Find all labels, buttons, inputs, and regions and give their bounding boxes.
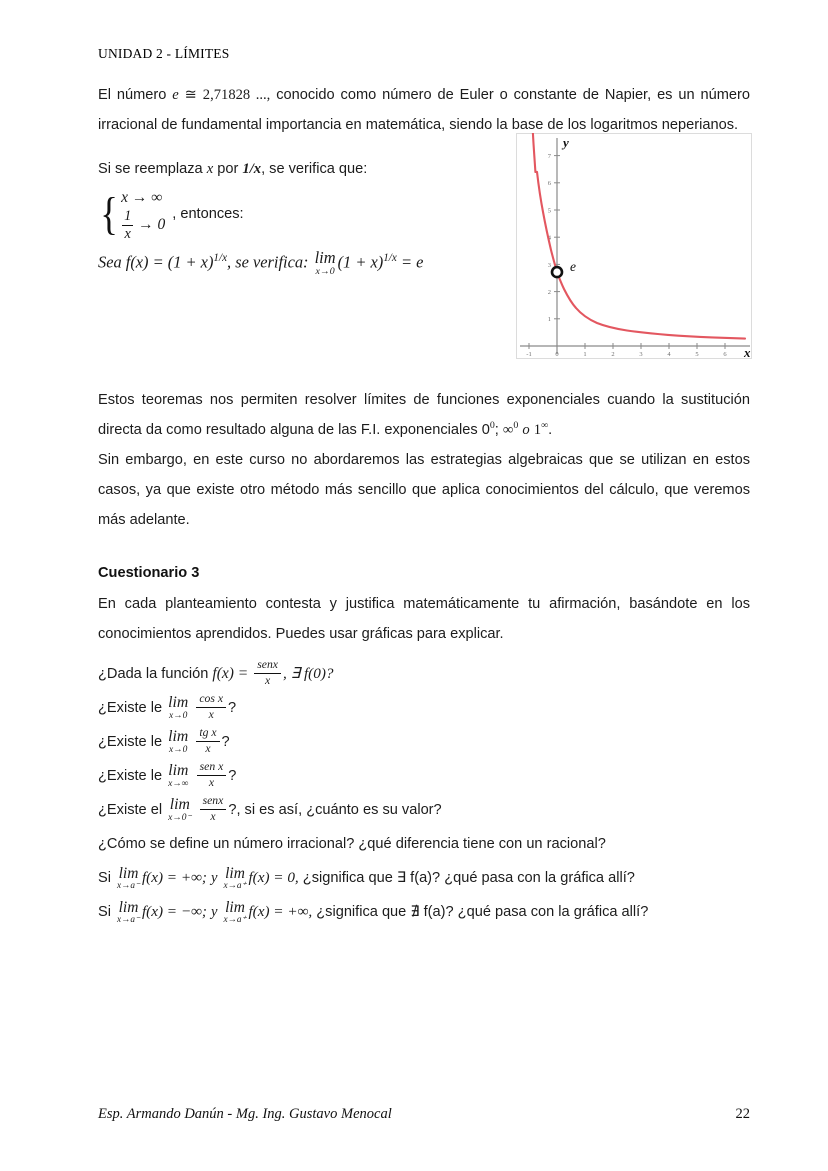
indeterminate-0-exp: 0 — [489, 420, 495, 432]
limit-operator-1 — [315, 250, 336, 277]
replace-var-x: x — [206, 161, 214, 177]
q7-fx-2: f(x) = 0, — [248, 869, 299, 887]
q7-limit-operator-1 — [117, 866, 140, 892]
replace-text-b: por — [217, 161, 239, 177]
svg-text:0: 0 — [555, 351, 559, 358]
limit-word: lim — [314, 248, 336, 267]
indeterminate-infinity-exp: 0 — [513, 420, 519, 432]
svg-text:2: 2 — [547, 289, 551, 296]
q7-limit-subscript-2: x→a⁺ — [223, 880, 247, 891]
question-4 — [98, 759, 750, 793]
svg-text:3: 3 — [639, 351, 643, 358]
svg-text:6: 6 — [547, 180, 551, 188]
q4-numerator: sen x — [197, 761, 227, 776]
svg-text:1: 1 — [547, 316, 551, 324]
intro-text-b: conocido como número de Euler o constante de Napier, es un número irracional de fundamental importancia en matemática, siendo la base de los logaritmos neperianos. — [98, 87, 750, 133]
x-axis-label: x — [744, 345, 751, 359]
limit-subscript: x→0 — [315, 266, 335, 278]
q1-fx: f(x) = — [212, 665, 249, 683]
theorems-text-a: Estos teoremas nos permiten resolver límites de funciones exponenciales cuando la sustitución directa da como resultado alguna de las F.I. exponenciales 0 — [98, 392, 750, 439]
question-8 — [98, 895, 750, 929]
q7-limit-word-2: lim — [225, 864, 245, 882]
fraction-numerator: 1 — [124, 207, 132, 224]
q8-fx-1: f(x) = −∞; — [141, 903, 207, 921]
equation-equals-e: = e — [400, 252, 424, 272]
q3-post: ? — [221, 734, 230, 751]
q7-limit-word-1: lim — [118, 864, 139, 882]
brace-row-2-arrow: → 0 — [138, 215, 166, 233]
question-3 — [98, 725, 750, 759]
question-6: ¿Cómo se define un número irracional? ¿qué diferencia tiene con un racional? — [98, 836, 606, 853]
svg-text:7: 7 — [547, 153, 551, 160]
q8-limit-subscript-1: x→a⁻ — [117, 914, 140, 925]
euler-point-label: e — [570, 259, 576, 274]
theorems-o: o — [522, 422, 530, 439]
q3-limit-operator — [168, 729, 188, 755]
euler-limit-equation — [98, 250, 750, 277]
q5-limit-operator — [168, 797, 191, 823]
q7-si: Si — [98, 870, 111, 887]
question-7 — [98, 861, 750, 895]
replace-frac: 1/x — [242, 161, 262, 177]
indeterminate-infinity: ∞ — [502, 422, 514, 439]
q4-fraction — [197, 761, 227, 789]
question-5 — [98, 793, 750, 827]
q1-pre: ¿Dada la función — [98, 666, 209, 683]
approx-symbol: ≅ — [184, 87, 197, 103]
q1-fraction — [254, 659, 281, 687]
svg-text:4: 4 — [547, 234, 551, 242]
footer-authors: Esp. Armando Danún - Mg. Ing. Gustavo Menocal — [98, 1106, 392, 1122]
q2-denominator: x — [208, 707, 214, 721]
brace-row-2 — [121, 209, 165, 242]
cuestionario-title: Cuestionario 3 — [98, 565, 200, 582]
theorems-semicolon: ; — [494, 422, 499, 439]
q5-fraction — [200, 795, 227, 823]
equation-sea: Sea f(x) = (1 + x) — [98, 252, 214, 272]
q4-limit-word: lim — [168, 762, 189, 780]
svg-text:3: 3 — [547, 261, 551, 269]
q7-limit-operator-2 — [224, 866, 247, 892]
q5-post: ?, si es así, ¿cuánto es su valor? — [228, 802, 442, 819]
q5-denominator: x — [210, 809, 216, 823]
limit-system-block — [98, 188, 750, 240]
svg-text:4: 4 — [667, 351, 671, 358]
q8-fx-2: f(x) = +∞, — [248, 903, 313, 921]
q2-numerator: cos x — [196, 693, 226, 708]
q3-limit-word: lim — [168, 728, 189, 746]
euler-symbol: e — [172, 87, 179, 103]
left-brace: { — [100, 188, 118, 239]
brace-rows — [121, 187, 165, 242]
q8-limit-subscript-2: x→a⁺ — [223, 914, 247, 925]
q2-limit-operator — [168, 695, 188, 721]
svg-text:1: 1 — [583, 351, 587, 358]
q2-fraction — [196, 693, 226, 721]
q7-tail: ¿significa que ∃ f(a)? ¿qué pasa con la gráfica allí? — [302, 870, 635, 887]
brace-after-text: , entonces: — [172, 206, 244, 222]
q8-tail: ¿significa que ∄ f(a)? ¿qué pasa con la gráfica allí? — [316, 904, 649, 921]
q2-post: ? — [228, 700, 237, 717]
svg-text:-1: -1 — [526, 351, 532, 358]
q4-post: ? — [228, 768, 237, 785]
footer-page-number: 22 — [735, 1106, 750, 1122]
q4-pre: ¿Existe le — [98, 768, 163, 785]
equation-exponent-1: 1/x — [213, 251, 228, 264]
theorems-paragraph-1 — [98, 385, 750, 445]
q1-numerator: senx — [254, 659, 281, 674]
q8-limit-word-1: lim — [118, 898, 139, 916]
intro-text-a: El número — [98, 87, 167, 103]
brace-row-1: x → ∞ — [121, 188, 163, 206]
question-1 — [98, 657, 750, 691]
q2-limit-word: lim — [168, 694, 189, 712]
q7-fx-1: f(x) = +∞; — [141, 869, 207, 887]
y-axis-label: y — [563, 135, 569, 150]
q8-si: Si — [98, 904, 111, 921]
q5-limit-subscript: x→0⁻ — [168, 813, 192, 824]
q1-denominator: x — [265, 673, 271, 687]
q4-limit-operator — [168, 763, 188, 789]
q5-limit-word: lim — [169, 796, 190, 814]
q5-pre: ¿Existe el — [98, 802, 163, 819]
question-2 — [98, 691, 750, 725]
q7-limit-subscript-1: x→a⁻ — [117, 880, 140, 891]
one-over-x-fraction — [122, 209, 133, 242]
theorems-paragraph-2: Sin embargo, en este curso no abordaremos las estrategias algebraicas que se utilizan en estos casos, ya que existe otro método más sencillo que aplica conocimientos del cálculo, que veremos más adelante. — [98, 452, 750, 529]
page-footer — [98, 1106, 750, 1123]
q8-limit-operator-1 — [117, 900, 140, 926]
q2-pre: ¿Existe le — [98, 700, 163, 717]
q8-y: y — [211, 904, 218, 921]
q3-pre: ¿Existe le — [98, 734, 163, 751]
q2-limit-subscript: x→0 — [169, 711, 188, 722]
indeterminate-one: 1 — [533, 422, 541, 439]
q8-limit-word-2: lim — [225, 898, 245, 916]
equation-tail: (1 + x) — [337, 252, 384, 272]
fraction-denominator: x — [124, 225, 131, 242]
q3-denominator: x — [205, 741, 211, 755]
svg-text:5: 5 — [547, 207, 551, 215]
q3-limit-subscript: x→0 — [169, 745, 188, 756]
cuestionario-intro: En cada planteamiento contesta y justifica matemáticamente tu afirmación, basándote en los conocimientos aprendidos. Puedes usar gráficas para explicar. — [98, 596, 750, 643]
section-spacer — [98, 535, 750, 565]
q4-limit-subscript: x→∞ — [168, 779, 189, 790]
document-content — [98, 80, 750, 929]
svg-text:2: 2 — [611, 351, 615, 358]
euler-value: 2,71828 ..., — [202, 87, 271, 103]
q3-fraction — [196, 727, 219, 755]
theorems-period: . — [548, 422, 553, 439]
q1-post: , ∃ f(0)? — [283, 665, 334, 683]
q8-limit-operator-2 — [224, 900, 247, 926]
svg-text:6: 6 — [723, 351, 727, 358]
q7-y: y — [211, 870, 218, 887]
q5-numerator: senx — [200, 795, 227, 810]
page-header: UNIDAD 2 - LÍMITES — [98, 46, 230, 61]
svg-text:5: 5 — [695, 351, 699, 358]
intro-paragraph — [98, 80, 750, 140]
replace-text-a: Si se reemplaza — [98, 161, 203, 177]
indeterminate-one-exp: ∞ — [541, 420, 549, 432]
q4-denominator: x — [208, 775, 215, 789]
equation-exponent-2: 1/x — [383, 251, 397, 264]
replace-line — [98, 154, 498, 184]
equation-mid: , se verifica: — [227, 252, 309, 272]
q3-numerator: tg x — [196, 727, 219, 742]
replace-text-c: , se verifica que: — [261, 161, 368, 177]
